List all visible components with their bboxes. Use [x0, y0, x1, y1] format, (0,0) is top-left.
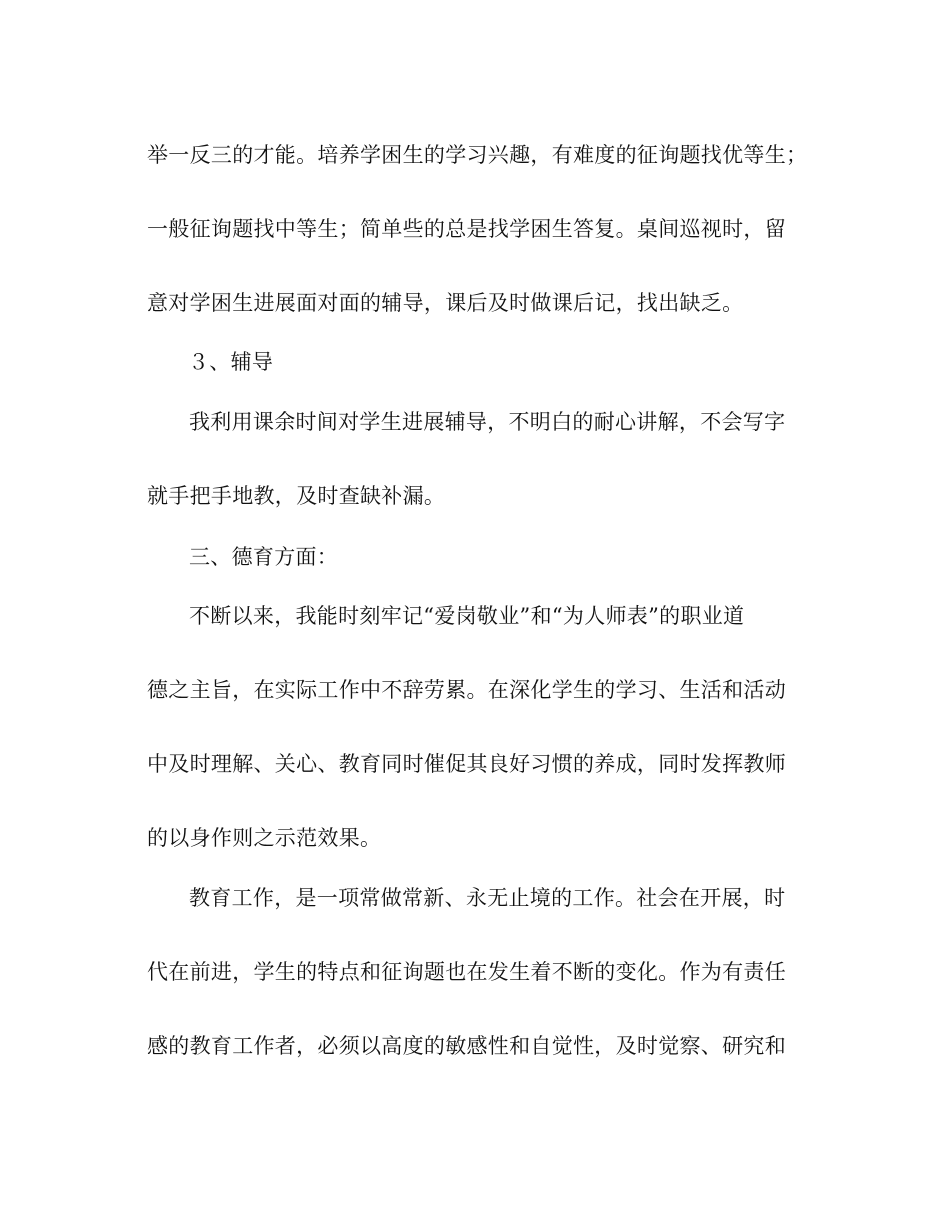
section-heading-tutoring: ３、辅导 — [188, 350, 274, 374]
paragraph-line-10: 中及时理解、关心、教育同时催促其良好习惯的养成，同时发挥教师 — [147, 752, 786, 776]
paragraph-line-13: 代在前进，学生的特点和征询题也在发生着不断的变化。作为有责任 — [147, 960, 786, 984]
paragraph-line-3: 意对学困生进展面对面的辅导，课后及时做课后记，找出缺乏。 — [147, 291, 744, 315]
section-heading-moral-education: 三、德育方面： — [189, 545, 339, 569]
paragraph-line-2: 一般征询题找中等生；简单些的总是找学困生答复。桌间巡视时，留 — [147, 217, 786, 241]
paragraph-line-5: 我利用课余时间对学生进展辅导，不明白的耐心讲解，不会写字 — [189, 410, 786, 434]
paragraph-line-9: 德之主旨，在实际工作中不辞劳累。在深化学生的学习、生活和活动 — [147, 678, 786, 702]
paragraph-line-14: 感的教育工作者，必须以高度的敏感性和自觉性，及时觉察、研究和 — [147, 1034, 786, 1058]
paragraph-line-11: 的以身作则之示范效果。 — [147, 826, 382, 850]
paragraph-line-1: 举一反三的才能。培养学困生的学习兴趣，有难度的征询题找优等生； — [147, 143, 808, 167]
paragraph-line-12: 教育工作，是一项常做常新、永无止境的工作。社会在开展，时 — [189, 886, 786, 910]
paragraph-line-6: 就手把手地教，及时查缺补漏。 — [147, 484, 446, 508]
paragraph-line-8: 不断以来，我能时刻牢记“爱岗敬业”和“为人师表”的职业道 — [189, 604, 745, 628]
